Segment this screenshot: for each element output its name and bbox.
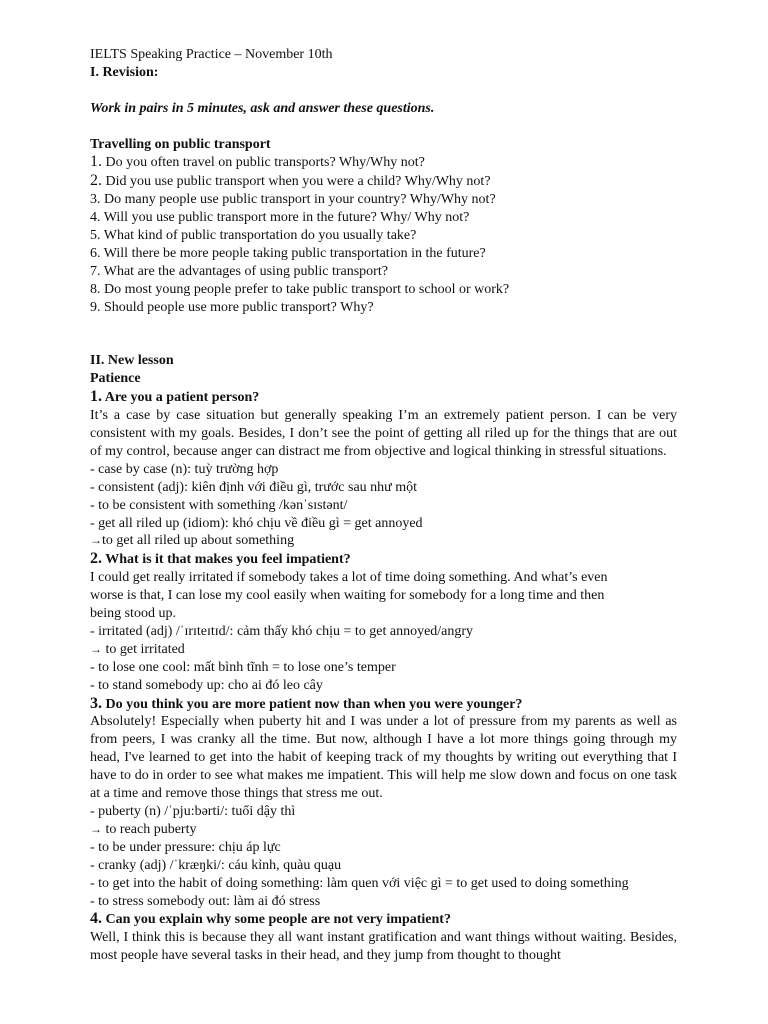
- lesson-question-2: [90, 550, 677, 569]
- question-number: 2.: [90, 550, 102, 568]
- question-number: 1.: [90, 153, 102, 171]
- arrow-note-text: to get irritated: [102, 641, 185, 657]
- vocab-note: - puberty (n) /ˈpju:bərti/: tuổi dậy thì: [90, 804, 296, 820]
- answer-4: Well, I think this is because they all want instant gratification and want things without waiting. Besides, most people have several tasks in their head, and they jump from thought to thought: [90, 930, 677, 964]
- arrow-note: [90, 641, 677, 659]
- new-lesson-heading: II. New lesson: [90, 353, 174, 369]
- answer-2-line: being stood up.: [90, 606, 176, 622]
- arrow-note-text: to get all riled up about something: [102, 533, 295, 549]
- vocab-note: - to be under pressure: chịu áp lực: [90, 839, 281, 855]
- question-number: 2.: [90, 172, 102, 190]
- arrow-note: [90, 532, 677, 550]
- spacer: [90, 82, 677, 100]
- vocab-note: - to lose one cool: mất bình tĩnh = to lose one’s temper: [90, 659, 396, 675]
- document-header: IELTS Speaking Practice – November 10th: [90, 47, 333, 62]
- vocab-note: - to get into the habit of doing something: làm quen với việc gì = to get used to doing something: [90, 875, 629, 891]
- lesson-question-1: [90, 388, 677, 407]
- question-text: What is it that makes you feel impatient?: [102, 552, 351, 568]
- vocab-note: - cranky (adj) /ˈkræŋki/: cáu kỉnh, quàu quạu: [90, 857, 342, 873]
- document-body: [90, 46, 677, 965]
- question-text: Do you think you are more patient now than when you were younger?: [102, 696, 523, 712]
- question-text: Can you explain why some people are not very impatient?: [102, 912, 451, 928]
- question-text: Do you often travel on public transports? Why/Why not?: [102, 155, 425, 171]
- arrow-icon: →: [90, 641, 102, 656]
- answer-3: Absolutely! Especially when puberty hit and I was under a lot of pressure from my parents as well as from peers, I was cranky all the time. But now, although I have a lot more things going through my head, I've learned to get into the habit of keeping track of my thoughts by writing out everything that I have to do in order to see what makes me impatient. This will help me slow down and focus on one task at a time and remove those things that stress me out.: [90, 714, 677, 802]
- answer-2-line: I could get really irritated if somebody takes a lot of time doing something. And what’s even: [90, 570, 608, 586]
- revision-question: 7. What are the advantages of using public transport?: [90, 263, 388, 279]
- lesson-question-4: [90, 910, 677, 929]
- vocab-note: - irritated (adj) /ˈɪrɪteɪtɪd/: cảm thấy khó chịu = to get annoyed/angry: [90, 623, 474, 639]
- arrow-icon: →: [90, 533, 102, 548]
- revision-question: [90, 172, 677, 191]
- revision-heading: I. Revision:: [90, 64, 159, 80]
- answer-2-line: worse is that, I can lose my cool easily when waiting for somebody for a long time and then: [90, 588, 605, 604]
- revision-question: 6. Will there be more people taking public transportation in the future?: [90, 245, 486, 261]
- revision-question: 8. Do most young people prefer to take public transport to school or work?: [90, 281, 510, 297]
- question-number: 1.: [90, 388, 102, 406]
- spacer: [90, 118, 677, 136]
- revision-question: 5. What kind of public transportation do you usually take?: [90, 228, 417, 244]
- revision-question: 4. Will you use public transport more in the future? Why/ Why not?: [90, 210, 470, 226]
- vocab-note: - to stress somebody out: làm ai đó stress: [90, 893, 321, 909]
- question-number: 4.: [90, 910, 102, 928]
- arrow-note: [90, 821, 677, 839]
- lesson-topic: Patience: [90, 371, 141, 387]
- vocab-note: - to stand somebody up: cho ai đó leo cây: [90, 677, 323, 693]
- revision-question: 9. Should people use more public transport? Why?: [90, 299, 374, 315]
- vocab-note: - to be consistent with something /kənˈsɪstənt/: [90, 497, 348, 513]
- instruction: Work in pairs in 5 minutes, ask and answer these questions.: [90, 100, 435, 116]
- revision-question-list: [90, 153, 677, 316]
- spacer: [90, 317, 677, 353]
- question-text: Are you a patient person?: [102, 390, 260, 406]
- arrow-icon: →: [90, 821, 102, 836]
- lesson-question-3: [90, 695, 677, 714]
- revision-question: [90, 153, 677, 172]
- vocab-note: - consistent (adj): kiên định với điều gì, trước sau như một: [90, 479, 418, 495]
- vocab-note: - get all riled up (idiom): khó chịu về điều gì = get annoyed: [90, 515, 423, 531]
- topic-heading: Travelling on public transport: [90, 136, 271, 152]
- vocab-note: - case by case (n): tuỳ trường hợp: [90, 461, 279, 477]
- answer-1: It’s a case by case situation but generally speaking I’m an extremely patient person. I can be very consistent with my goals. Besides, I don’t see the point of getting all riled up for the things that are out of my control, because anger can distract me from objective and logical thinking in stressful situations.: [90, 408, 677, 459]
- question-number: 3.: [90, 694, 102, 712]
- question-text: Did you use public transport when you were a child? Why/Why not?: [102, 174, 491, 190]
- arrow-note-text: to reach puberty: [102, 821, 197, 837]
- revision-question: 3. Do many people use public transport in your country? Why/Why not?: [90, 192, 496, 208]
